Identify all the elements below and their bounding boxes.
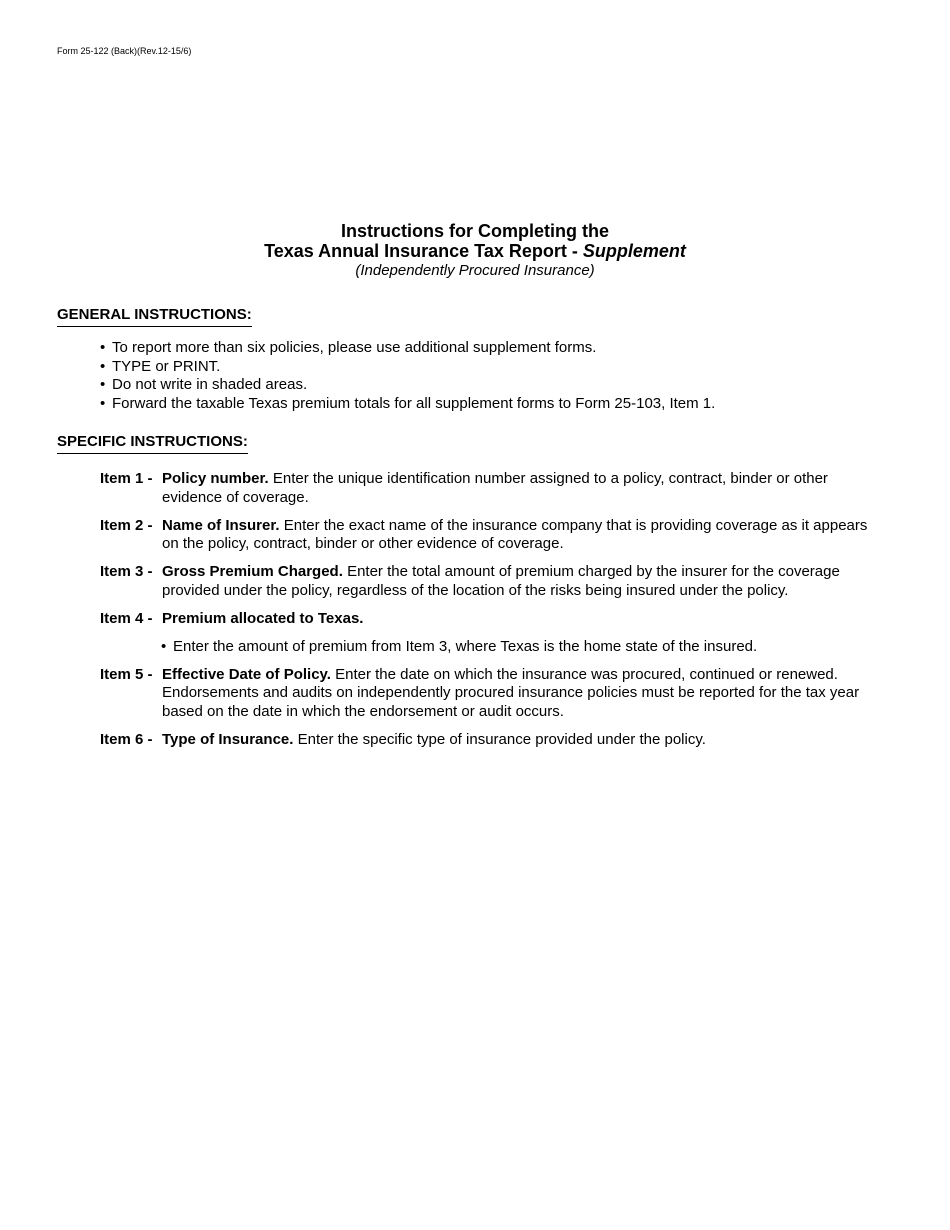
instruction-item-1 bbox=[100, 470, 880, 507]
list-item bbox=[100, 395, 715, 414]
specific-instructions-heading: SPECIFIC INSTRUCTIONS: bbox=[57, 433, 248, 454]
item-text: Enter the total amount of premium charged by the insurer for the coverage provided under the policy, regardless of the location of the risks being insured under the policy. bbox=[162, 563, 840, 599]
bullet-icon: • bbox=[100, 394, 106, 412]
list-item bbox=[100, 358, 715, 377]
list-item bbox=[100, 339, 715, 358]
instruction-item-2 bbox=[100, 517, 880, 554]
item-title: Type of Insurance. bbox=[162, 730, 294, 748]
item-title: Name of Insurer. bbox=[162, 516, 280, 534]
item-text: Enter the exact name of the insurance company that is providing coverage as it appears on the policy, contract, binder or other evidence of coverage. bbox=[162, 516, 868, 552]
list-item-text: Do not write in shaded areas. bbox=[112, 376, 308, 393]
list-item bbox=[100, 376, 715, 395]
item-title: Gross Premium Charged. bbox=[162, 563, 343, 580]
title-block bbox=[0, 221, 950, 280]
general-instructions-heading: GENERAL INSTRUCTIONS: bbox=[57, 306, 252, 327]
item-text: Enter the unique identification number assigned to a policy, contract, binder or other evidence of coverage. bbox=[162, 470, 828, 506]
title-emphasis: Supplement bbox=[582, 241, 686, 261]
bullet-icon: • bbox=[161, 637, 167, 655]
general-instructions-list bbox=[100, 339, 715, 413]
item-label: Item 3 - bbox=[100, 563, 153, 580]
list-item-text: To report more than six policies, please use additional supplement forms. bbox=[112, 339, 597, 356]
item-text: Enter the specific type of insurance provided under the policy. bbox=[297, 730, 706, 748]
bullet-icon: • bbox=[100, 357, 106, 375]
list-item-text: Forward the taxable Texas premium totals for all supplement forms to Form 25-103, Item 1. bbox=[112, 394, 716, 412]
item-title: Premium allocated to Texas. bbox=[162, 609, 364, 627]
item-label: Item 6 - bbox=[100, 730, 153, 748]
item-title: Policy number. bbox=[162, 470, 269, 487]
instruction-item-3 bbox=[100, 563, 880, 600]
item-title: Effective Date of Policy. bbox=[162, 665, 331, 683]
item-label: Item 5 - bbox=[100, 665, 153, 683]
page-title-line2 bbox=[0, 241, 950, 261]
list-item-text: TYPE or PRINT. bbox=[112, 357, 221, 375]
specific-instructions-list bbox=[100, 470, 880, 759]
item-label: Item 4 - bbox=[100, 609, 153, 627]
bullet-icon: • bbox=[100, 376, 106, 393]
item-label: Item 2 - bbox=[100, 516, 153, 534]
bullet-icon: • bbox=[100, 339, 106, 356]
form-id: Form 25-122 (Back)(Rev.12-15/6) bbox=[57, 46, 192, 56]
item-text: Enter the date on which the insurance was procured, continued or renewed. Endorsements and audits on independently procured insurance policies must be reported for the tax year based on the date in which the endorsement or audit occurs. bbox=[162, 665, 860, 720]
instruction-item-4 bbox=[100, 610, 880, 629]
instruction-item-6 bbox=[100, 731, 880, 750]
page-subtitle: (Independently Procured Insurance) bbox=[355, 262, 595, 279]
instruction-item-5 bbox=[100, 666, 880, 722]
sub-bullet-text: Enter the amount of premium from Item 3, where Texas is the home state of the insured. bbox=[173, 637, 758, 655]
item-label: Item 1 - bbox=[100, 470, 153, 487]
page-title: Instructions for Completing the bbox=[341, 221, 609, 241]
title-main: Texas Annual Insurance Tax Report - bbox=[264, 241, 583, 261]
instruction-item-4-sub-bullet bbox=[100, 638, 880, 657]
